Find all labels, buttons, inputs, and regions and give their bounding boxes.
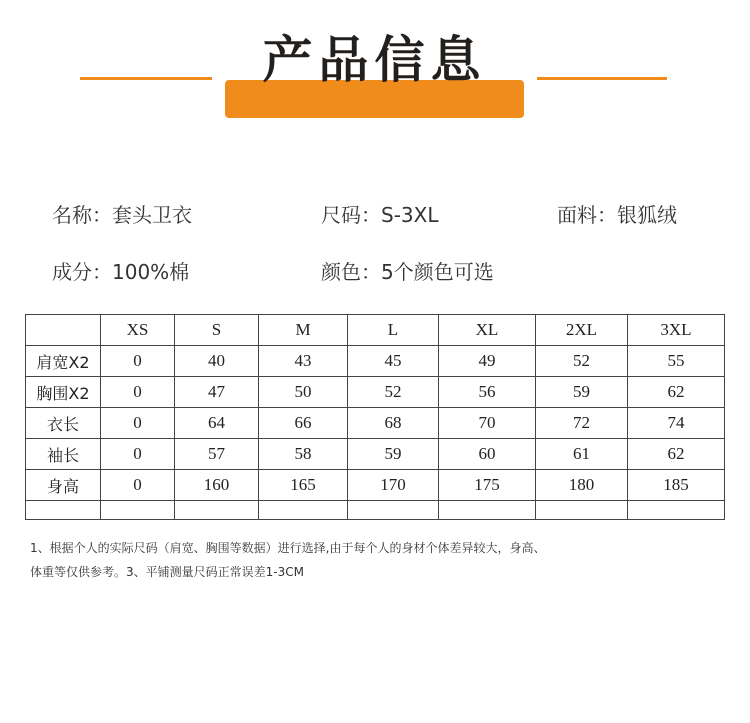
note-line-2: 体重等仅供参考。3、平铺测量尺码正常误差1-3CM [30,565,304,579]
row-label: 肩宽X2 [26,346,101,377]
info-name: 名称：套头卫衣 [52,203,192,227]
table-cell: 0 [101,377,175,408]
table-cell: 62 [628,377,725,408]
header-line-right [537,77,667,80]
table-cell: 61 [536,439,628,470]
table-cell: 165 [259,470,348,501]
row-label: 胸围X2 [26,377,101,408]
row-label: 衣长 [26,408,101,439]
table-cell: 59 [348,439,439,470]
table-cell-empty [259,501,348,520]
table-row [26,408,725,439]
table-row [26,470,725,501]
table-cell: 66 [259,408,348,439]
table-cell: 45 [348,346,439,377]
table-cell-empty [536,501,628,520]
row-label: 袖长 [26,439,101,470]
table-cell-empty [439,501,536,520]
table-row [26,439,725,470]
table-cell-empty [628,501,725,520]
table-cell: 56 [439,377,536,408]
table-cell: 68 [348,408,439,439]
table-row [26,377,725,408]
table-cell: 47 [175,377,259,408]
table-cell: 52 [348,377,439,408]
table-header-cell: 2XL [536,315,628,346]
table-header-row [26,315,725,346]
table-cell: 170 [348,470,439,501]
table-cell: 52 [536,346,628,377]
table-cell: 64 [175,408,259,439]
table-cell: 74 [628,408,725,439]
table-cell: 72 [536,408,628,439]
section-header [0,28,750,98]
table-cell: 0 [101,470,175,501]
table-header-cell: L [348,315,439,346]
table-cell: 185 [628,470,725,501]
row-label: 身高 [26,470,101,501]
table-cell: 57 [175,439,259,470]
table-cell: 180 [536,470,628,501]
table-header-cell: 3XL [628,315,725,346]
table-cell-empty [348,501,439,520]
table-cell: 0 [101,408,175,439]
table-cell: 50 [259,377,348,408]
info-size: 尺码：S-3XL [321,203,439,227]
header-line-left [80,77,212,80]
table-header-cell: M [259,315,348,346]
info-fabric: 面料：银狐绒 [557,203,677,227]
table-cell: 175 [439,470,536,501]
table-cell: 0 [101,346,175,377]
table-cell: 62 [628,439,725,470]
table-header-cell [26,315,101,346]
table-header-cell: S [175,315,259,346]
table-cell-empty [26,501,101,520]
size-table [25,314,725,520]
table-cell-empty [101,501,175,520]
table-cell: 59 [536,377,628,408]
table-header-cell: XL [439,315,536,346]
info-colors: 颜色：5个颜色可选 [321,260,494,284]
table-cell: 70 [439,408,536,439]
table-cell: 0 [101,439,175,470]
table-cell-empty [175,501,259,520]
table-row-empty [26,501,725,520]
header-title: 产品信息 [262,31,487,89]
table-row [26,346,725,377]
table-cell: 40 [175,346,259,377]
table-cell: 43 [259,346,348,377]
table-cell: 160 [175,470,259,501]
table-cell: 58 [259,439,348,470]
info-composition: 成分：100%棉 [52,260,190,284]
table-header-cell: XS [101,315,175,346]
table-cell: 60 [439,439,536,470]
table-cell: 55 [628,346,725,377]
note-line-1: 1、根据个人的实际尺码（肩宽、胸围等数据）进行选择,由于每个人的身材个体差异较大，身高、 [30,541,546,555]
table-cell: 49 [439,346,536,377]
